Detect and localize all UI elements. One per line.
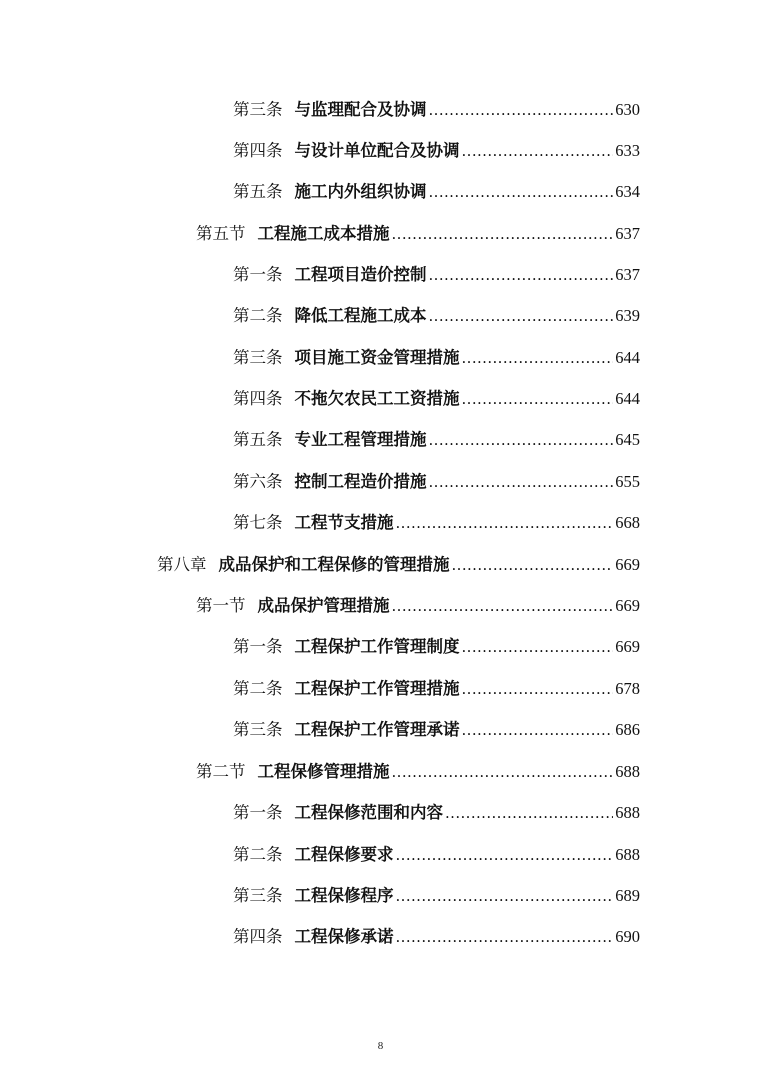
toc-entry-page: 690 <box>615 927 640 946</box>
dot-leader <box>396 845 614 865</box>
dot-leader <box>392 762 614 782</box>
toc-entry-number: 第三条 <box>233 886 283 905</box>
dot-leader <box>392 596 614 616</box>
dot-leader <box>462 348 614 368</box>
toc-entry-number: 第七条 <box>233 513 283 532</box>
toc-entry-title: 工程施工成本措施 <box>257 224 390 243</box>
toc-entry[interactable] <box>233 301 640 331</box>
dot-leader <box>392 224 614 244</box>
dot-leader <box>429 100 614 120</box>
toc-entry-title: 工程保修范围和内容 <box>294 803 443 822</box>
toc-entry[interactable] <box>233 425 640 455</box>
toc-entry-number: 第一条 <box>233 803 283 822</box>
toc-entry-page: 669 <box>615 637 640 656</box>
dot-leader <box>396 513 614 533</box>
toc-entry-title: 工程保护工作管理制度 <box>294 637 460 656</box>
toc-entry[interactable] <box>233 715 640 745</box>
dot-leader <box>445 803 613 823</box>
toc-entry[interactable] <box>233 508 640 538</box>
toc-entry-title: 工程保修承诺 <box>294 927 394 946</box>
toc-entry[interactable] <box>196 757 640 787</box>
toc-entry-number: 第三条 <box>233 720 283 739</box>
toc-entry-number: 第二条 <box>233 845 283 864</box>
dot-leader <box>452 555 614 575</box>
toc-entry-page: 686 <box>615 720 640 739</box>
toc-entry-page: 633 <box>615 141 640 160</box>
toc-entry[interactable] <box>233 95 640 125</box>
toc-entry[interactable] <box>233 922 640 952</box>
toc-entry-title: 工程保护工作管理措施 <box>294 679 460 698</box>
toc-entry-title: 控制工程造价措施 <box>294 472 427 491</box>
toc-entry-page: 668 <box>615 513 640 532</box>
toc-entry-title: 工程节支措施 <box>294 513 394 532</box>
toc-entry-number: 第五节 <box>196 224 246 243</box>
toc-entry-number: 第二节 <box>196 762 246 781</box>
toc-entry[interactable] <box>233 881 640 911</box>
toc-entry-page: 688 <box>615 803 640 822</box>
toc-entry-title: 与设计单位配合及协调 <box>294 141 460 160</box>
toc-entry-title: 成品保护管理措施 <box>257 596 390 615</box>
dot-leader <box>429 265 614 285</box>
page-number: 8 <box>377 1040 384 1052</box>
dot-leader <box>396 886 614 906</box>
toc-entry-number: 第八章 <box>157 555 207 574</box>
dot-leader <box>429 306 614 326</box>
toc-entry-page: 688 <box>615 845 640 864</box>
dot-leader <box>462 389 614 409</box>
dot-leader <box>429 472 614 492</box>
toc-entry-page: 637 <box>615 265 640 284</box>
dot-leader <box>462 720 614 740</box>
toc-entry-title: 工程保护工作管理承诺 <box>294 720 460 739</box>
toc-entry-page: 644 <box>615 389 640 408</box>
toc-entry[interactable] <box>233 177 640 207</box>
toc-entry-number: 第四条 <box>233 389 283 408</box>
toc-entry-number: 第五条 <box>233 182 283 201</box>
toc-entry-title: 项目施工资金管理措施 <box>294 348 460 367</box>
toc-entry-number: 第六条 <box>233 472 283 491</box>
toc-entry-title: 工程保修要求 <box>294 845 394 864</box>
toc-entry-number: 第四条 <box>233 927 283 946</box>
toc-entry-number: 第一条 <box>233 637 283 656</box>
dot-leader <box>462 637 614 657</box>
toc-entry-page: 678 <box>615 679 640 698</box>
toc-entry-number: 第四条 <box>233 141 283 160</box>
toc-entry-page: 689 <box>615 886 640 905</box>
toc-entry-title: 施工内外组织协调 <box>294 182 427 201</box>
toc-entry[interactable] <box>233 343 640 373</box>
dot-leader <box>429 430 614 450</box>
toc-entry-title: 成品保护和工程保修的管理措施 <box>218 555 450 574</box>
toc-entry-title: 与监理配合及协调 <box>294 100 427 119</box>
toc-entry-page: 644 <box>615 348 640 367</box>
toc-entry-page: 688 <box>615 762 640 781</box>
toc-entry[interactable] <box>196 219 640 249</box>
toc-entry[interactable] <box>233 260 640 290</box>
toc-entry-number: 第二条 <box>233 679 283 698</box>
dot-leader <box>396 927 614 947</box>
toc-entry-number: 第三条 <box>233 348 283 367</box>
toc-entry-page: 645 <box>615 430 640 449</box>
toc-entry[interactable] <box>233 674 640 704</box>
toc-entry-title: 工程保修程序 <box>294 886 394 905</box>
toc-entry-title: 降低工程施工成本 <box>294 306 427 325</box>
toc-entry[interactable] <box>233 798 640 828</box>
dot-leader <box>429 182 614 202</box>
toc-entry-page: 669 <box>615 555 640 574</box>
toc-entry[interactable] <box>196 591 640 621</box>
toc-entry-title: 专业工程管理措施 <box>294 430 427 449</box>
toc-entry[interactable] <box>233 384 640 414</box>
toc-entry[interactable] <box>233 840 640 870</box>
toc-entry-page: 655 <box>615 472 640 491</box>
toc-entry-page: 639 <box>615 306 640 325</box>
toc-entry-number: 第五条 <box>233 430 283 449</box>
toc-entry-number: 第二条 <box>233 306 283 325</box>
toc-entry-page: 634 <box>615 182 640 201</box>
toc-entry[interactable] <box>233 632 640 662</box>
toc-entry-page: 637 <box>615 224 640 243</box>
toc-entry-title: 工程项目造价控制 <box>294 265 427 284</box>
dot-leader <box>462 141 614 161</box>
toc-entry[interactable] <box>157 550 640 580</box>
toc-entry-title: 工程保修管理措施 <box>257 762 390 781</box>
dot-leader <box>462 679 614 699</box>
toc-entry-page: 630 <box>615 100 640 119</box>
toc-entry[interactable] <box>233 136 640 166</box>
toc-entry-page: 669 <box>615 596 640 615</box>
toc-entry-title: 不拖欠农民工工资措施 <box>294 389 460 408</box>
toc-entry-number: 第三条 <box>233 100 283 119</box>
toc-entry-number: 第一节 <box>196 596 246 615</box>
toc-entry-number: 第一条 <box>233 265 283 284</box>
toc-entry[interactable] <box>233 467 640 497</box>
